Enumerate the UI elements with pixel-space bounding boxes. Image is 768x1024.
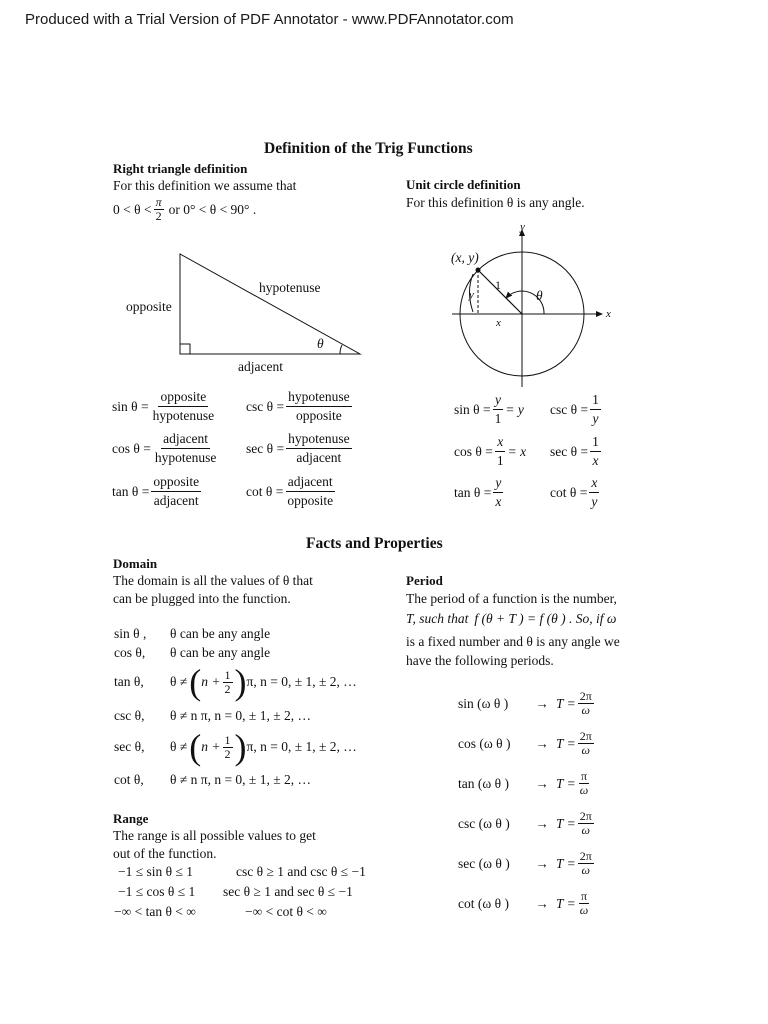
domain-tan-pre: θ ≠: [170, 674, 188, 689]
period-sec: [458, 850, 596, 877]
cos-definition: [112, 430, 220, 467]
point-label: (x, y): [451, 250, 479, 265]
period-line-2b: f (θ + T ) = f (θ ) . So, if ω: [474, 611, 617, 626]
domain-csc: [114, 708, 311, 724]
period-tan-arrow: →: [535, 775, 549, 791]
uc-csc-num: 1: [590, 391, 601, 410]
period-sec-fn: sec (ω θ ): [458, 855, 510, 871]
page-title: Definition of the Trig Functions: [264, 140, 473, 157]
uc-sin-num: y: [493, 391, 503, 410]
period-cos-den: ω: [581, 743, 591, 757]
period-heading: Period: [406, 573, 443, 588]
csc-definition: [246, 388, 354, 425]
y-axis-label: y: [520, 221, 525, 233]
domain-sec-rparen: ): [234, 727, 247, 767]
uc-tan-num: y: [493, 474, 503, 493]
period-line-1: The period of a function is the number,: [406, 591, 617, 606]
domain-cot-fn: cot θ,: [114, 772, 144, 787]
range-sin: −1 ≤ sin θ ≤ 1: [118, 864, 194, 879]
unit-circle-heading: Unit circle definition: [406, 177, 521, 192]
adjacent-label: adjacent: [238, 359, 283, 374]
uc-sec-den: x: [592, 453, 599, 468]
domain-tan-fn: tan θ,: [114, 674, 144, 689]
period-sin: [458, 690, 596, 717]
right-triangle-heading: Right triangle definition: [113, 161, 248, 176]
range-sec: sec θ ≥ 1 and sec θ ≤ −1: [223, 884, 353, 899]
hypotenuse-label: hypotenuse: [259, 280, 321, 295]
period-tan-T: T =: [556, 775, 576, 791]
cot-lhs: cot θ =: [246, 483, 284, 499]
domain-heading: Domain: [113, 556, 158, 571]
domain-cos: [114, 645, 270, 661]
pi-over-two: [154, 196, 164, 223]
period-line-2: [406, 610, 616, 628]
uc-cos-definition: [454, 433, 526, 470]
opposite-label: opposite: [126, 299, 172, 314]
domain-csc-text: θ ≠ n π, n = 0, ± 1, ± 2, …: [170, 708, 311, 723]
domain-cos-text: θ can be any angle: [170, 645, 271, 660]
domain-line-2: can be plugged into the function.: [113, 591, 291, 606]
period-sec-T: T =: [556, 855, 576, 871]
cot-num: adjacent: [286, 473, 335, 492]
period-sin-num: 2π: [579, 689, 592, 703]
cot-den: opposite: [287, 493, 334, 508]
triangle-shape: [180, 254, 360, 354]
domain-line-1: The domain is all the values of θ that: [113, 573, 313, 588]
condition-left: 0 < θ <: [113, 201, 152, 217]
uc-csc-definition: [550, 391, 603, 428]
period-sec-num: 2π: [579, 849, 592, 863]
uc-cos-den: 1: [496, 453, 504, 468]
angle-arc: [340, 345, 342, 354]
uc-cos-rhs: = x: [507, 443, 527, 459]
cos-den: hypotenuse: [154, 450, 217, 465]
angle-condition: [113, 196, 256, 223]
period-cos-num: 2π: [579, 729, 592, 743]
period-cos-T: T =: [556, 735, 576, 751]
tan-lhs: tan θ =: [112, 483, 150, 499]
period-line-3: is a fixed number and θ is any angle we: [406, 634, 620, 649]
uc-cos-num: x: [495, 433, 505, 452]
sec-den: adjacent: [296, 450, 342, 465]
domain-sin-text: θ can be any angle: [170, 626, 271, 641]
range-line-2: out of the function.: [113, 846, 217, 861]
x-side-label: x: [496, 317, 501, 329]
uc-csc-lhs: csc θ =: [550, 401, 589, 417]
sec-definition: [246, 430, 354, 467]
uc-sin-rhs: = y: [505, 401, 524, 417]
csc-num: hypotenuse: [286, 388, 352, 407]
period-csc-arrow: →: [535, 815, 549, 831]
uc-cot-lhs: cot θ =: [550, 484, 588, 500]
uc-sec-lhs: sec θ =: [550, 443, 589, 459]
domain-cot-text: θ ≠ n π, n = 0, ± 1, ± 2, …: [170, 772, 311, 787]
tan-den: adjacent: [153, 493, 199, 508]
uc-sec-definition: [550, 433, 603, 470]
period-line-2a: T, such that: [406, 611, 469, 626]
period-tan-num: π: [580, 769, 588, 783]
domain-tan: [114, 664, 357, 700]
domain-sin: [114, 626, 270, 642]
uc-sec-num: 1: [590, 433, 601, 452]
period-line-4: have the following periods.: [406, 653, 554, 668]
domain-tan-den: 2: [224, 681, 231, 696]
facts-title: Facts and Properties: [306, 535, 443, 552]
period-cot: [458, 890, 592, 917]
domain-sec-num: 1: [224, 732, 231, 747]
unit-circle-diagram: [440, 222, 620, 387]
pi-numerator: π: [155, 195, 162, 209]
domain-sec-lparen: (: [189, 727, 202, 767]
domain-tan-num: 1: [224, 667, 231, 682]
period-tan-fn: tan (ω θ ): [458, 775, 509, 791]
uc-cot-den: y: [591, 494, 598, 509]
period-sin-arrow: →: [535, 695, 549, 711]
period-sin-fn: sin (ω θ ): [458, 695, 509, 711]
domain-sec-open: n +: [201, 739, 221, 754]
sin-lhs: sin θ =: [112, 398, 149, 414]
domain-tan-post: π, n = 0, ± 1, ± 2, …: [246, 674, 357, 689]
range-cos: −1 ≤ cos θ ≤ 1: [118, 884, 196, 899]
period-cot-T: T =: [556, 895, 576, 911]
uc-sin-den: 1: [494, 411, 502, 426]
sin-den: hypotenuse: [152, 408, 215, 423]
domain-tan-open: n +: [201, 674, 221, 689]
period-sec-den: ω: [581, 863, 591, 877]
uc-cos-lhs: cos θ =: [454, 443, 493, 459]
right-triangle-intro: For this definition we assume that: [113, 178, 297, 193]
period-csc-T: T =: [556, 815, 576, 831]
domain-tan-rparen: ): [234, 662, 247, 702]
domain-sec-den: 2: [224, 746, 231, 761]
trial-watermark: Produced with a Trial Version of PDF Annotator - www.PDFAnnotator.com: [25, 11, 514, 28]
period-csc: [458, 810, 596, 837]
uc-tan-lhs: tan θ =: [454, 484, 492, 500]
domain-cot: [114, 772, 311, 788]
sec-lhs: sec θ =: [246, 440, 285, 456]
period-cot-arrow: →: [535, 895, 549, 911]
uc-tan-definition: [454, 474, 505, 511]
domain-csc-fn: csc θ,: [114, 708, 145, 723]
theta-label: θ: [317, 336, 324, 351]
x-axis-label: x: [606, 308, 611, 320]
range-line-1: The range is all possible values to get: [113, 828, 316, 843]
period-csc-fn: csc (ω θ ): [458, 815, 510, 831]
range-cot: −∞ < cot θ < ∞: [245, 904, 327, 919]
range-tan: −∞ < tan θ < ∞: [114, 904, 196, 919]
sin-definition: [112, 388, 218, 425]
domain-sec-pre: θ ≠: [170, 739, 188, 754]
period-tan-den: ω: [579, 783, 589, 797]
domain-cos-fn: cos θ,: [114, 645, 146, 660]
uc-cot-definition: [550, 474, 601, 511]
cot-definition: [246, 473, 337, 510]
period-cos: [458, 730, 596, 757]
domain-sec: [114, 729, 357, 765]
range-csc: csc θ ≥ 1 and csc θ ≤ −1: [236, 864, 366, 879]
tan-definition: [112, 473, 203, 510]
uc-tan-den: x: [495, 494, 502, 509]
sec-num: hypotenuse: [286, 430, 352, 449]
uc-sin-lhs: sin θ =: [454, 401, 491, 417]
uc-sin-definition: [454, 391, 524, 428]
period-cos-fn: cos (ω θ ): [458, 735, 511, 751]
period-csc-num: 2π: [579, 809, 592, 823]
cos-lhs: cos θ =: [112, 440, 151, 456]
radius-one-label: 1: [495, 278, 501, 292]
sin-num: opposite: [158, 388, 208, 407]
period-cot-num: π: [580, 889, 588, 903]
period-sin-T: T =: [556, 695, 576, 711]
period-tan: [458, 770, 592, 797]
period-sin-den: ω: [581, 703, 591, 717]
csc-den: opposite: [295, 408, 342, 423]
uc-csc-den: y: [592, 411, 599, 426]
tan-num: opposite: [151, 473, 201, 492]
right-angle-marker: [180, 344, 190, 354]
condition-right: or 0° < θ < 90° .: [168, 201, 257, 217]
domain-tan-lparen: (: [189, 662, 202, 702]
cos-num: adjacent: [161, 430, 210, 449]
domain-sec-fn: sec θ,: [114, 739, 145, 754]
domain-sec-post: π, n = 0, ± 1, ± 2, …: [246, 739, 357, 754]
period-sec-arrow: →: [535, 855, 549, 871]
uc-cot-num: x: [589, 474, 599, 493]
pi-denominator: 2: [155, 209, 162, 223]
domain-sin-fn: sin θ ,: [114, 626, 147, 641]
range-heading: Range: [113, 811, 149, 826]
period-cos-arrow: →: [535, 735, 549, 751]
period-csc-den: ω: [581, 823, 591, 837]
period-cot-fn: cot (ω θ ): [458, 895, 509, 911]
unit-circle-intro: For this definition θ is any angle.: [406, 195, 585, 210]
period-cot-den: ω: [579, 903, 589, 917]
csc-lhs: csc θ =: [246, 398, 285, 414]
y-side-label: y: [469, 289, 474, 301]
unit-theta-label: θ: [536, 288, 543, 303]
